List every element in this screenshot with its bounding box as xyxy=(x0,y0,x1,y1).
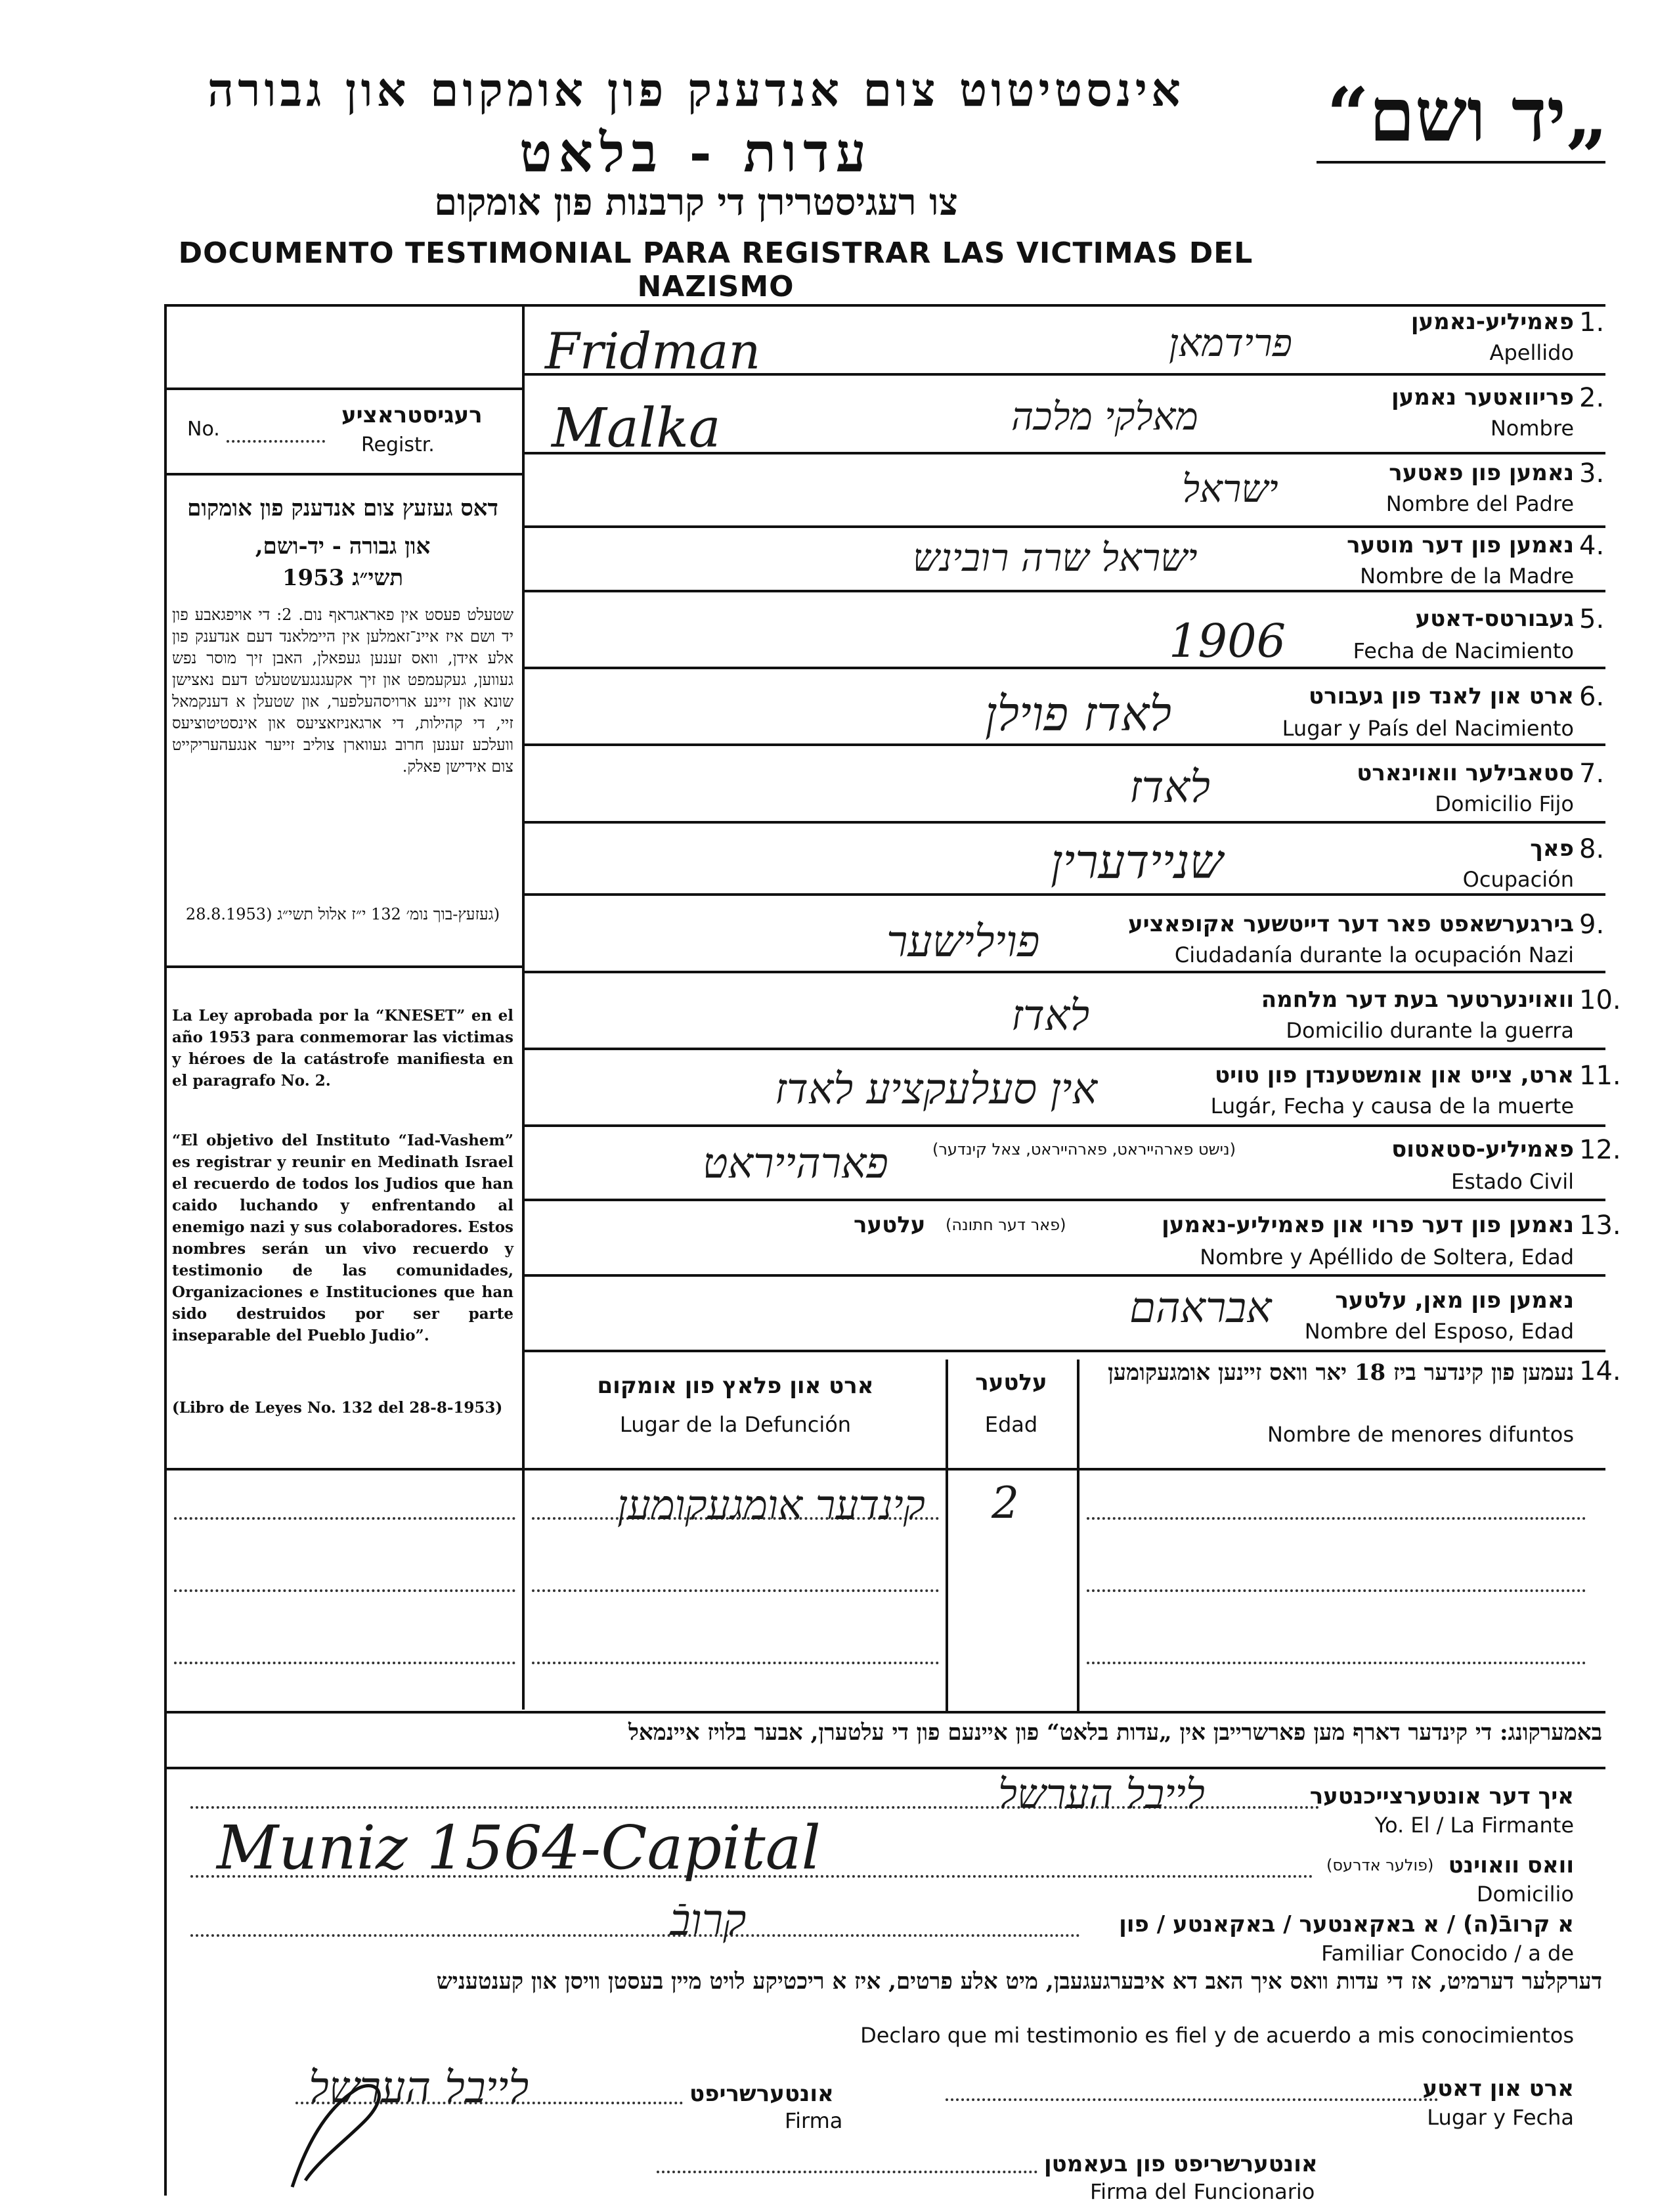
field-first-name-label: Nombre xyxy=(1490,416,1574,441)
title-testimony-sheet: עדות - בלאט xyxy=(519,122,873,185)
yad-vashem-logo: „יד ושם“ xyxy=(1326,72,1609,158)
field-mother-name-value[interactable]: ישראל שרה רובינש xyxy=(913,535,1198,580)
field-death-label-yiddish: ארט, צייט און אומשטענדן פון טויט xyxy=(1214,1062,1574,1088)
children-label: Nombre de menores difuntos xyxy=(1267,1422,1574,1447)
signature-flourish xyxy=(279,2069,410,2194)
children-note: באמערקונג: די קינדער דארף מען פארשרייבן אין „עדות בלאט“ פון איינעם פון די עלטערן, אבער בלויז איינמאל xyxy=(628,1719,1602,1746)
domicile-note: (פולער אדרעס) xyxy=(1326,1856,1434,1874)
children-age-header: Edad xyxy=(984,1412,1038,1437)
relative-field[interactable] xyxy=(190,1934,1080,1937)
field-3-number: 3. xyxy=(1579,458,1605,489)
law-yiddish-body: שטעלט פעסט אין פאראגראף נום. 2: די אויפגאבע פון יד ושם איז איינ־זאמלען אין היימלאנד דעם אנדענק פון אלע אידן, וואס זענען געפאלן, האבן זיך מוסר נפש געווען, געקעמפט און זיך אקעגנגעשטעלט דעם נאצישן שונא און זיינע ארויסהעלפער, און שטעלן א דענקמאל זיי, די קהילות, די ארגאניזאציעס און אינסטיטוציעס וועלכע זענען חרוב געווארן צוליב זייער אנגעהעריקייט צום אידישן פאלק. xyxy=(172,606,513,776)
field-surname-label: Apellido xyxy=(1489,340,1574,365)
title-spanish: DOCUMENTO TESTIMONIAL PARA REGISTRAR LAS VICTIMAS DEL NAZISMO xyxy=(178,236,1253,303)
field-father-name-value[interactable]: ישראל xyxy=(1182,466,1278,511)
field-first-name-value-yiddish[interactable]: מאלקי מלכה xyxy=(1011,394,1198,439)
children-age-header-yiddish: עלטער xyxy=(975,1369,1047,1396)
field-7-number: 7. xyxy=(1579,759,1605,789)
field-8-number: 8. xyxy=(1579,834,1605,864)
law-spanish-p2: “El objetivo del Instituto “Iad-Vashem” es registrar y reunir en Medinath Israel el recuerdo de todos los Judios que han caido luchando y enfrentando al enemigo nazi y sus colaboradores. Estos nombres serán un vivo recuerdo y testimonio de las comunidades, Organizaciones e Instituciones que han sido destruidos por ser parte inseparable del Pueblo Judio”. xyxy=(172,1132,513,1344)
declaration-yiddish: דערקלער דערמיט, אז די עדות וואס איך האב דא איבערגעגעבן, מיט אלע פרטים, איז א ריכטיקע לויט מיין בעסטן וויסן און קענטעניש xyxy=(436,1968,1602,1995)
official-signature-label-yiddish: אונטערשריפט פון בעאמטן xyxy=(1044,2151,1318,2177)
field-surname-label-yiddish: פאמיליע-נאמען xyxy=(1410,309,1574,335)
field-wife-name-note: (פאר דער חתונה) xyxy=(946,1216,1066,1234)
field-wife-name-label-yiddish: נאמען פון דער פרוי און פאמיליע-נאמען xyxy=(1162,1212,1574,1238)
field-war-domicile-label: Domicilio durante la guerra xyxy=(1286,1018,1574,1043)
signature-label: Firma xyxy=(785,2108,843,2133)
field-husband-name-value[interactable]: אבראהם xyxy=(1129,1284,1272,1333)
children-place-header: Lugar de la Defunción xyxy=(619,1412,852,1437)
signature-value[interactable]: לייבל הערשל xyxy=(309,2062,529,2113)
field-birth-place-label-yiddish: ארט און לאנד פון געבורט xyxy=(1309,683,1574,709)
law-yiddish-heading: דאס געזעץ צום אנדענק פון אומקום און גבורה - יד-ושם, xyxy=(187,495,498,560)
field-5-number: 5. xyxy=(1579,604,1605,634)
field-war-domicile-label-yiddish: וואוינערטער בעת דער מלחמה xyxy=(1261,986,1574,1013)
signature-label-yiddish: אונטערשריפט xyxy=(689,2081,834,2107)
field-birth-date-value[interactable]: 1906 xyxy=(1169,614,1286,668)
field-first-name-value[interactable]: Malka xyxy=(552,397,721,460)
field-11-number: 11. xyxy=(1579,1061,1621,1091)
field-12-number: 12. xyxy=(1579,1135,1621,1165)
field-domicile-label-yiddish: סטאבילער וואוינארט xyxy=(1357,760,1574,786)
field-13-number: 13. xyxy=(1579,1210,1621,1241)
field-husband-name-label: Nombre del Esposo, Edad xyxy=(1304,1319,1574,1344)
child-age-value[interactable]: 2 xyxy=(991,1478,1019,1528)
law-yiddish-year: תשי״ג 1953 xyxy=(282,565,404,591)
declaration-spanish: Declaro que mi testimonio es fiel y de acuerdo a mis conocimientos xyxy=(860,2023,1574,2048)
field-birth-date-label: Fecha de Nacimiento xyxy=(1353,638,1574,663)
field-mother-name-label: Nombre de la Madre xyxy=(1360,564,1574,588)
logo-underline xyxy=(1317,161,1605,164)
law-spanish-p1: La Ley aprobada por la “KNESET” en el año 1953 para conmemorar las victimas y héroes de la catástrofe manifiesta en el paragrafo No. 2. xyxy=(172,1007,513,1090)
field-2-number: 2. xyxy=(1579,383,1605,413)
registration-label-yiddish: רעגיסטראציע xyxy=(341,402,483,428)
field-death-value[interactable]: אין סעלעקציע לאדז xyxy=(775,1065,1097,1114)
field-birth-place-label: Lugar y País del Nacimiento xyxy=(1282,716,1574,741)
field-mother-name-label-yiddish: נאמען פון דער מוטער xyxy=(1347,532,1574,558)
relative-label: Familiar Conocido / a de xyxy=(1321,1941,1574,1966)
field-4-number: 4. xyxy=(1579,531,1605,561)
field-wife-age-label-yiddish: עלטער xyxy=(854,1212,926,1238)
field-14-number: 14. xyxy=(1579,1356,1621,1386)
field-domicile-label: Domicilio Fijo xyxy=(1435,791,1574,816)
field-war-domicile-value[interactable]: לאדז xyxy=(1011,992,1090,1040)
official-signature-label: Firma del Funcionario xyxy=(1090,2179,1315,2204)
domicile-label: Domicilio xyxy=(1476,1882,1574,1907)
field-citizenship-label: Ciudadanía durante la ocupación Nazi xyxy=(1174,942,1574,967)
field-wife-name-label: Nombre y Apéllido de Soltera, Edad xyxy=(1200,1245,1574,1270)
field-6-number: 6. xyxy=(1579,682,1605,712)
official-signature-field[interactable] xyxy=(657,2171,1037,2173)
field-10-number: 10. xyxy=(1579,985,1621,1015)
field-domicile-value[interactable]: לאדז xyxy=(1129,762,1210,812)
children-place-header-yiddish: ארט און פלאץ פון אומקום xyxy=(597,1373,874,1399)
field-9-number: 9. xyxy=(1579,910,1605,940)
field-husband-name-label-yiddish: נאמען פון מאן, עלטער xyxy=(1335,1287,1574,1314)
place-date-field[interactable] xyxy=(946,2098,1438,2101)
place-date-label-yiddish: ארט און דאטע xyxy=(1422,2075,1574,2102)
field-1-number: 1. xyxy=(1579,307,1605,338)
signer-value[interactable]: לייבל הערשל xyxy=(998,1770,1205,1818)
field-occupation-label: Ocupación xyxy=(1462,867,1574,892)
child-place-value[interactable]: קינדער אומגעקומען xyxy=(617,1481,925,1529)
field-occupation-label-yiddish: פאך xyxy=(1530,835,1574,862)
signer-label-yiddish: איך דער אונטערצייכנטער xyxy=(1309,1783,1574,1809)
relative-value[interactable]: קרובֿ xyxy=(670,1895,747,1945)
children-label-yiddish: נעמען פון קינדער ביז 18 יאר וואס זיינען אומגעקומען xyxy=(1108,1360,1574,1386)
signer-label: Yo. El / La Firmante xyxy=(1374,1813,1574,1838)
field-birth-date-label-yiddish: געבורטס-דאטע xyxy=(1415,606,1574,632)
domicile-label-yiddish: וואס וואוינט xyxy=(1448,1852,1574,1878)
law-spanish-ref: (Libro de Leyes No. 132 del 28-8-1953) xyxy=(172,1399,503,1417)
field-first-name-label-yiddish: פריוואטער נאמען xyxy=(1391,384,1574,410)
field-birth-place-value[interactable]: לאדז פוילן xyxy=(985,686,1172,741)
title-yiddish-institute: אינסטיטוט צום אנדענק פון אומקום און גבורה xyxy=(207,62,1185,117)
place-date-label: Lugar y Fecha xyxy=(1427,2105,1574,2130)
field-father-name-label: Nombre del Padre xyxy=(1385,491,1574,516)
field-surname-value-yiddish[interactable]: פרידמאן xyxy=(1169,321,1292,365)
law-yiddish-code: (געזעץ-בוך נומ׳ 132 י״ז אלול תשי״ג (28.8.1953 xyxy=(185,905,500,923)
field-citizenship-value[interactable]: פוילישער xyxy=(886,916,1040,967)
registration-stamp-area xyxy=(164,309,522,387)
field-surname-value[interactable]: Fridman xyxy=(545,322,761,380)
registration-label-spanish: Registr. xyxy=(361,433,435,456)
registration-no-field[interactable] xyxy=(227,440,325,443)
field-occupation-value[interactable]: שניידערין xyxy=(1051,834,1223,889)
field-civil-status-note: (נישט פארהייראט, פארהייראט, צאל קינדער) xyxy=(932,1140,1236,1159)
field-civil-status-label-yiddish: פאמיליע-סטאטוס xyxy=(1391,1136,1574,1162)
field-civil-status-label: Estado Civil xyxy=(1450,1169,1574,1194)
title-yiddish-register: צו רעגיסטרירן די קרבנות פון אומקום xyxy=(434,181,958,224)
field-citizenship-label-yiddish: בירגערשאפט פאר דער דייטשער אקופאציע xyxy=(1128,911,1574,937)
registration-no-label: No. xyxy=(187,418,220,441)
field-father-name-label-yiddish: נאמען פון פאטער xyxy=(1389,460,1574,486)
field-death-label: Lugár, Fecha y causa de la muerte xyxy=(1210,1094,1574,1118)
field-civil-status-value[interactable]: פארהייראט xyxy=(703,1139,888,1188)
relative-label-yiddish: א קרובֿ(ה) / א באקאנטער / באקאנטע / פון xyxy=(1119,1911,1574,1937)
domicile-value[interactable]: Muniz 1564-Capital xyxy=(217,1813,821,1883)
